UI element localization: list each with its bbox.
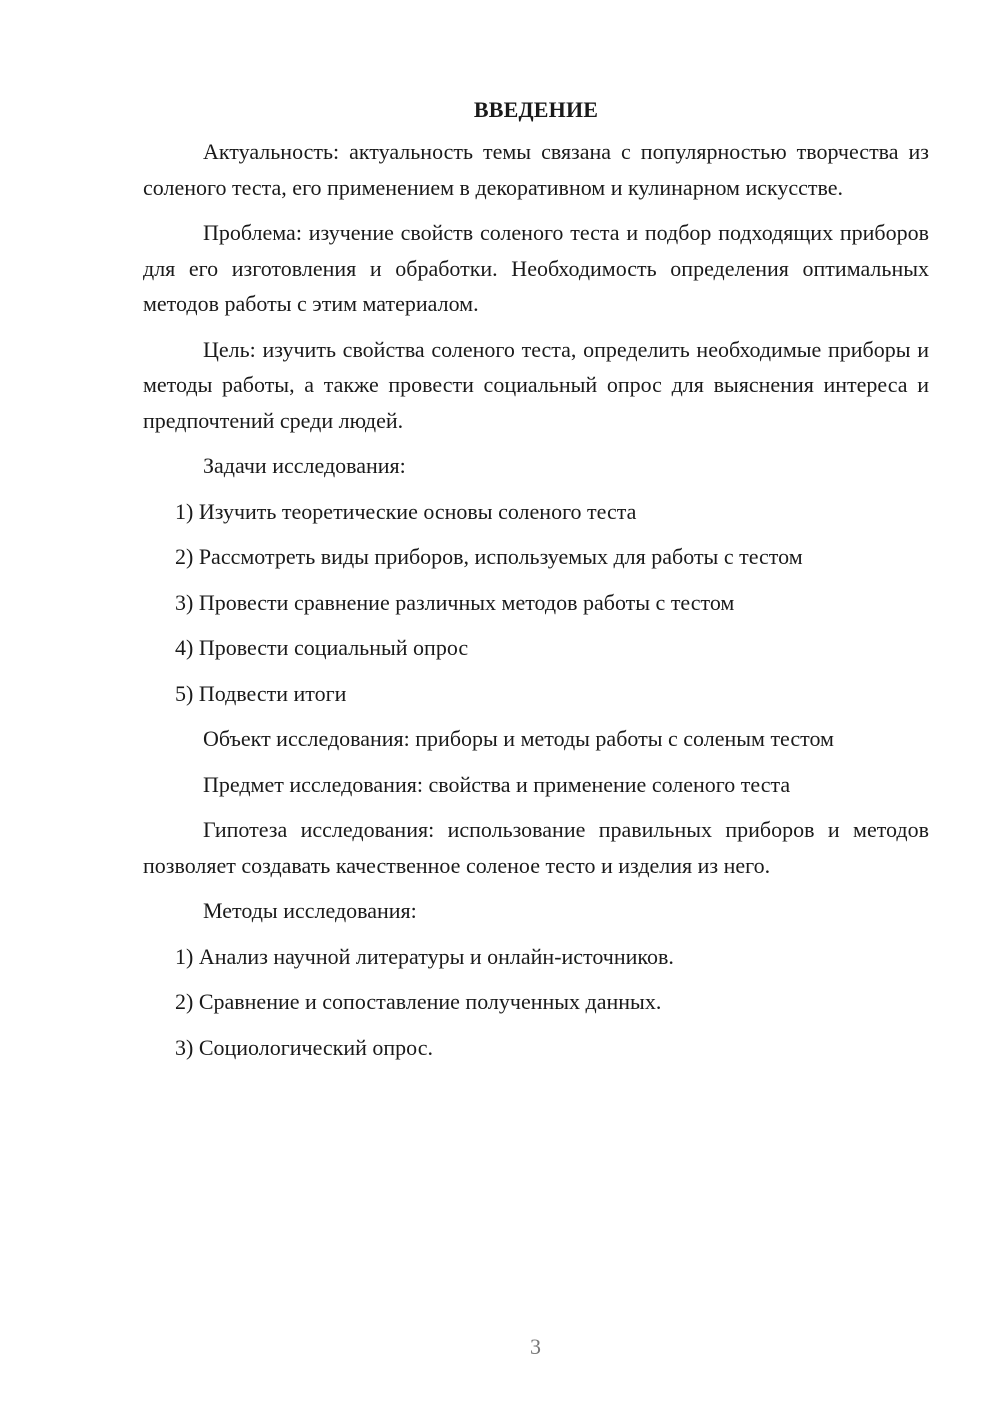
task-item: 1) Изучить теоретические основы соленого теста — [175, 498, 637, 524]
goal-paragraph: Цель: изучить свойства соленого теста, определить необходимые приборы и методы работы, а также провести социальный опрос для выяснения интереса и предпочтений среди людей. — [143, 336, 929, 433]
relevance-paragraph: Актуальность: актуальность темы связана с популярностью творчества из соленого теста, его применением в декоративном и кулинарном искусстве. — [143, 139, 929, 200]
method-item: 3) Социологический опрос. — [175, 1034, 433, 1060]
task-item: 3) Провести сравнение различных методов работы с тестом — [175, 589, 735, 615]
methods-heading: Методы исследования: — [203, 898, 417, 923]
subject-line: Предмет исследования: свойства и применение соленого теста — [203, 771, 791, 797]
document-page — [143, 92, 929, 1075]
page-number: 3 — [530, 1334, 541, 1359]
tasks-heading: Задачи исследования: — [203, 453, 406, 478]
task-item: 5) Подвести итоги — [175, 680, 347, 706]
object-line: Объект исследования: приборы и методы работы с соленым тестом — [203, 726, 834, 751]
task-item: 2) Рассмотреть виды приборов, используемых для работы с тестом — [175, 544, 803, 569]
method-item: 1) Анализ научной литературы и онлайн-источников. — [175, 943, 674, 969]
method-item: 2) Сравнение и сопоставление полученных данных. — [175, 989, 662, 1014]
hypothesis-paragraph: Гипотеза исследования: использование правильных приборов и методов позволяет создавать качественное соленое тесто и изделия из него. — [143, 817, 929, 878]
problem-paragraph: Проблема: изучение свойств соленого теста и подбор подходящих приборов для его изготовления и обработки. Необходимость определения оптимальных методов работы с этим материалом. — [143, 220, 929, 316]
page-title: ВВЕДЕНИЕ — [473, 97, 599, 122]
task-item: 4) Провести социальный опрос — [175, 635, 469, 660]
